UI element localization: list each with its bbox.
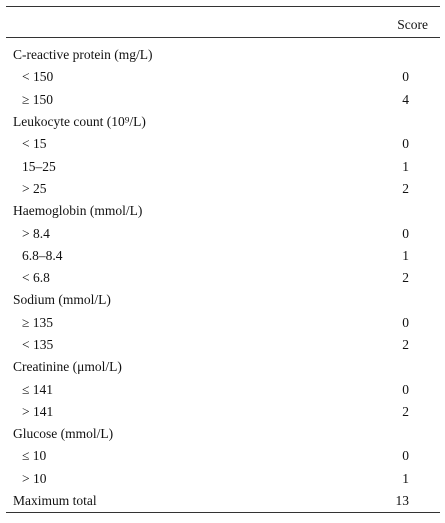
row-score: 2 — [402, 180, 409, 196]
row-label: < 150 — [22, 69, 54, 85]
row-label: ≤ 10 — [22, 448, 47, 464]
table-row — [6, 89, 440, 111]
table-row — [6, 155, 440, 177]
total-row — [6, 490, 440, 513]
table-row — [6, 222, 440, 244]
table-row — [6, 445, 440, 467]
row-label: Haemoglobin (mmol/L) — [13, 203, 143, 219]
table-row — [6, 334, 440, 356]
row-label: < 15 — [22, 136, 47, 152]
row-score — [339, 423, 440, 445]
header-row — [6, 7, 440, 38]
row-score — [339, 44, 440, 66]
table-row — [6, 267, 440, 289]
table-row — [6, 44, 440, 66]
table-row — [6, 312, 440, 334]
header-label-cell — [6, 7, 339, 38]
row-label: 6.8–8.4 — [22, 247, 63, 263]
row-score: 0 — [402, 136, 409, 152]
row-label: C-reactive protein (mg/L) — [13, 47, 153, 63]
row-label: > 141 — [22, 403, 54, 419]
row-label: Glucose (mmol/L) — [13, 426, 114, 442]
row-score: 0 — [402, 69, 409, 85]
row-score: 0 — [402, 381, 409, 397]
row-label: Creatinine (μmol/L) — [13, 359, 122, 375]
table-row — [6, 401, 440, 423]
row-score — [339, 289, 440, 311]
row-label: Leukocyte count (10⁹/L) — [13, 114, 146, 130]
row-score: 2 — [402, 403, 409, 419]
row-score: 4 — [402, 91, 409, 107]
score-table-container — [6, 6, 440, 513]
table-row — [6, 66, 440, 88]
row-label: ≥ 135 — [22, 314, 54, 330]
row-label: Sodium (mmol/L) — [13, 292, 111, 308]
table-row — [6, 423, 440, 445]
row-label: > 8.4 — [22, 225, 50, 241]
header-score: Score — [397, 17, 428, 32]
table-row — [6, 133, 440, 155]
row-score: 2 — [402, 337, 409, 352]
table-row — [6, 111, 440, 133]
row-score: 1 — [402, 247, 409, 263]
row-score — [339, 111, 440, 133]
row-score: 1 — [402, 470, 409, 486]
total-score: 13 — [395, 493, 409, 509]
table-row — [6, 468, 440, 490]
row-label: > 10 — [22, 470, 47, 486]
total-label: Maximum total — [13, 493, 97, 509]
row-label: < 6.8 — [22, 270, 50, 286]
row-score: 0 — [402, 448, 409, 464]
row-score: 0 — [402, 314, 409, 330]
table-row — [6, 245, 440, 267]
row-label: ≤ 141 — [22, 381, 54, 397]
row-score: 1 — [402, 158, 409, 174]
table-row — [6, 356, 440, 378]
row-score: 0 — [402, 225, 409, 241]
table-row — [6, 289, 440, 311]
row-score — [339, 356, 440, 378]
row-label: 15–25 — [22, 158, 56, 174]
row-label: ≥ 150 — [22, 91, 54, 107]
row-label: > 25 — [22, 180, 47, 196]
row-label: < 135 — [22, 337, 54, 352]
row-score — [339, 200, 440, 222]
row-score: 2 — [402, 270, 409, 286]
table-row — [6, 178, 440, 200]
score-table — [6, 6, 440, 513]
table-row — [6, 200, 440, 222]
table-row — [6, 378, 440, 400]
